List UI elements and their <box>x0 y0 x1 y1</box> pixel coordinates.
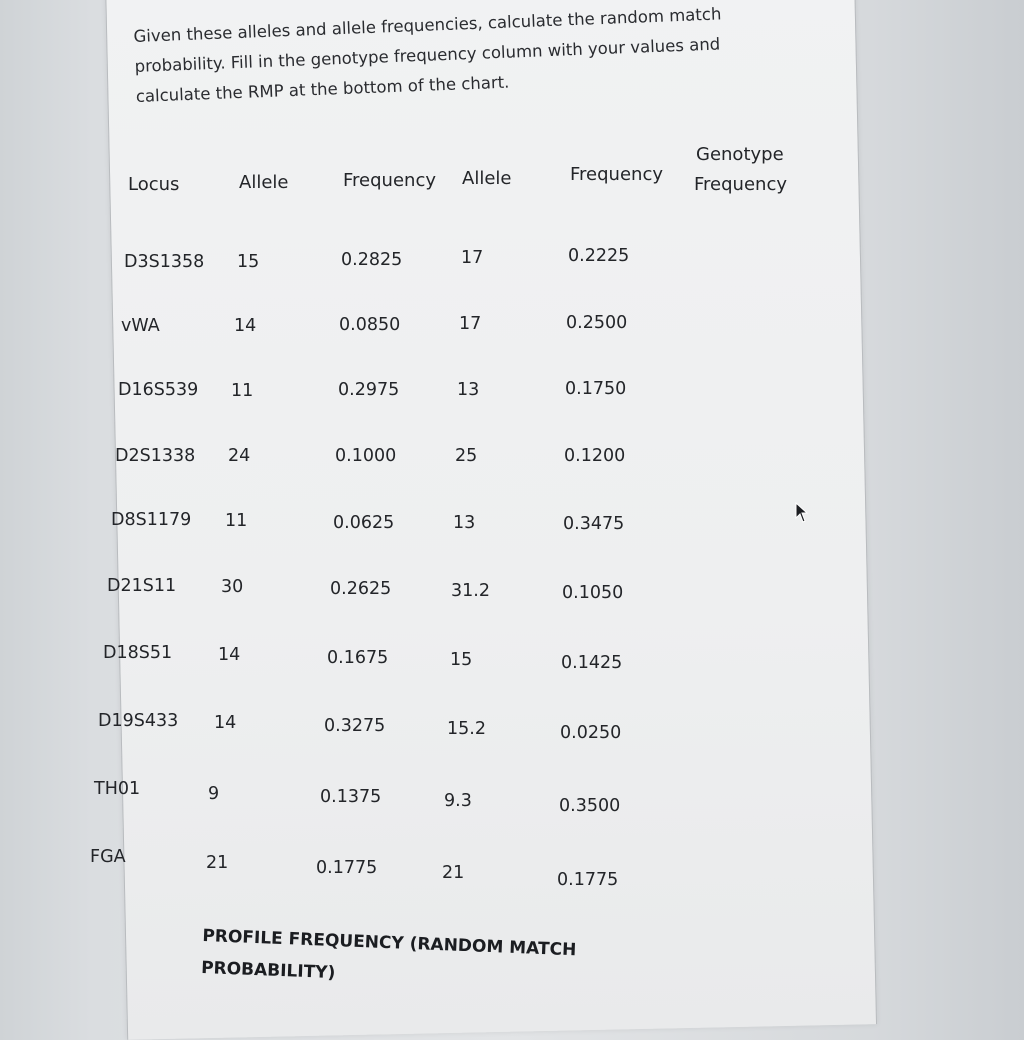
mouse-pointer-icon <box>795 502 809 524</box>
row-10-allele-1: 21 <box>206 853 229 873</box>
row-8-frequency-2: 0.0250 <box>560 723 622 743</box>
row-4-locus: D2S1338 <box>115 446 196 466</box>
row-9-allele-1: 9 <box>208 784 220 804</box>
row-3-allele-1: 11 <box>231 381 254 401</box>
row-7-locus: D18S51 <box>103 643 173 663</box>
header-frequency-2: Frequency <box>570 164 663 185</box>
row-6-frequency-2: 0.1050 <box>562 583 624 603</box>
row-3-locus: D16S539 <box>118 380 199 400</box>
instructions-line-1: Given these alleles and allele frequencies, calculate the random match <box>133 4 722 46</box>
row-9-frequency-1: 0.1375 <box>320 787 382 807</box>
row-9-allele-2: 9.3 <box>444 791 472 811</box>
row-5-allele-1: 11 <box>225 511 248 531</box>
profile-frequency-label-line-2: PROBABILITY) <box>200 957 336 984</box>
row-2-locus: vWA <box>121 316 160 336</box>
instructions-line-2: probability. Fill in the genotype frequency column with your values and <box>134 34 721 76</box>
header-genotype-frequency <box>694 140 787 200</box>
row-4-frequency-1: 0.1000 <box>335 446 397 466</box>
row-5-frequency-1: 0.0625 <box>333 513 395 533</box>
instructions-line-3: calculate the RMP at the bottom of the chart. <box>135 72 510 106</box>
row-6-allele-1: 30 <box>221 577 244 597</box>
row-9-frequency-2: 0.3500 <box>559 796 621 816</box>
row-7-allele-2: 15 <box>450 650 473 670</box>
row-7-allele-1: 14 <box>218 645 241 665</box>
row-7-frequency-2: 0.1425 <box>561 653 623 673</box>
row-8-allele-1: 14 <box>214 713 237 733</box>
row-4-allele-1: 24 <box>228 446 251 466</box>
row-5-locus: D8S1179 <box>111 510 192 530</box>
row-8-locus: D19S433 <box>98 711 179 731</box>
row-2-frequency-2: 0.2500 <box>566 313 628 333</box>
row-4-allele-2: 25 <box>455 446 478 466</box>
header-allele-2: Allele <box>462 168 512 189</box>
row-10-frequency-1: 0.1775 <box>316 858 378 878</box>
profile-frequency-label-line-1: PROFILE FREQUENCY (RANDOM MATCH <box>202 925 577 961</box>
row-6-allele-2: 31.2 <box>451 581 490 601</box>
header-genotype-frequency-line-2: Frequency <box>694 174 787 195</box>
row-2-frequency-1: 0.0850 <box>339 315 401 335</box>
header-locus: Locus <box>128 174 180 195</box>
header-allele-1: Allele <box>239 172 289 193</box>
row-10-frequency-2: 0.1775 <box>557 870 619 890</box>
row-8-allele-2: 15.2 <box>447 719 486 739</box>
row-2-allele-2: 17 <box>459 314 482 334</box>
row-5-allele-2: 13 <box>453 513 476 533</box>
row-1-frequency-1: 0.2825 <box>341 250 403 270</box>
row-3-allele-2: 13 <box>457 380 480 400</box>
row-8-frequency-1: 0.3275 <box>324 716 386 736</box>
row-7-frequency-1: 0.1675 <box>327 648 389 668</box>
row-9-locus: TH01 <box>94 779 141 799</box>
header-genotype-frequency-line-1: Genotype <box>696 144 784 165</box>
row-4-frequency-2: 0.1200 <box>564 446 626 466</box>
row-3-frequency-1: 0.2975 <box>338 380 400 400</box>
row-1-frequency-2: 0.2225 <box>568 246 630 266</box>
row-1-allele-1: 15 <box>237 252 260 272</box>
row-6-locus: D21S11 <box>107 576 177 596</box>
row-1-allele-2: 17 <box>461 248 484 268</box>
row-5-frequency-2: 0.3475 <box>563 514 625 534</box>
row-6-frequency-1: 0.2625 <box>330 579 392 599</box>
row-1-locus: D3S1358 <box>124 252 205 272</box>
row-10-allele-2: 21 <box>442 863 465 883</box>
header-frequency-1: Frequency <box>343 170 436 191</box>
row-10-locus: FGA <box>90 847 126 867</box>
row-3-frequency-2: 0.1750 <box>565 379 627 399</box>
row-2-allele-1: 14 <box>234 316 257 336</box>
